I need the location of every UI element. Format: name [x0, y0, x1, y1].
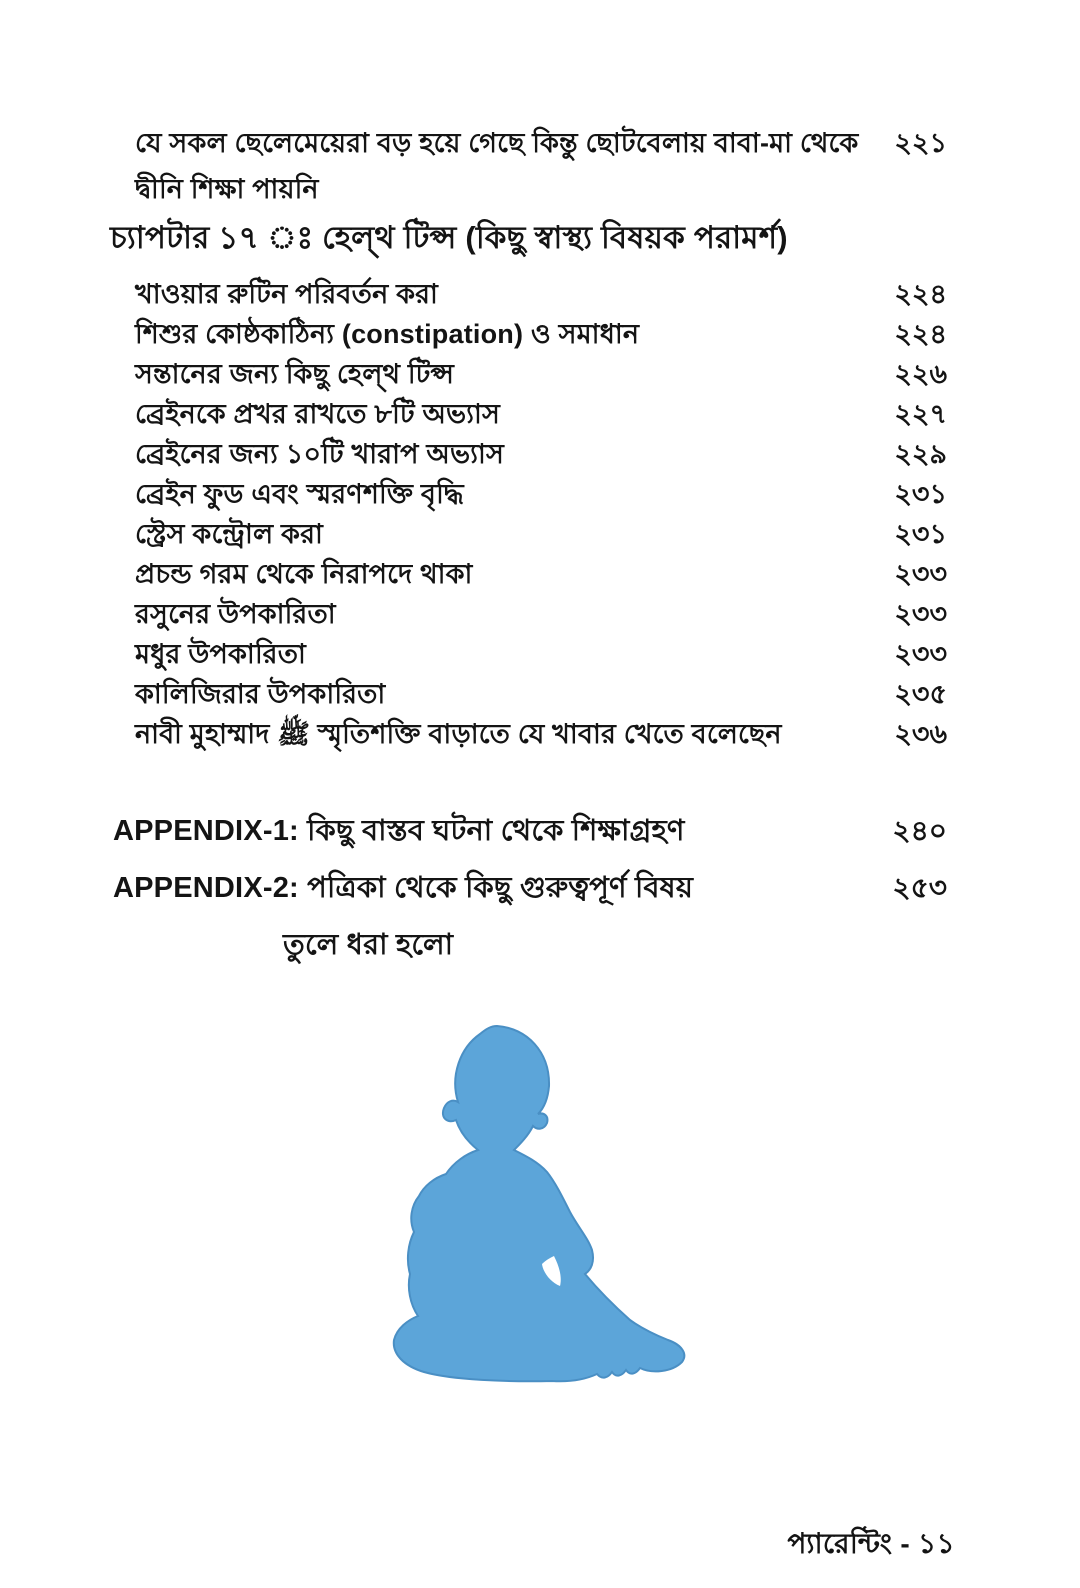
toc-carryover-row — [135, 122, 947, 168]
chapter-heading: চ্যাপটার ১৭ ঃ হেল্থ টিপ্স (কিছু স্বাস্থ্য বিষয়ক পরামর্শ) — [110, 220, 788, 255]
toc-entry-title: শিশুর কোষ্ঠকাঠিন্য (constipation) ও সমাধান — [135, 319, 640, 349]
appendix-entry — [113, 865, 947, 914]
appendix-title: APPENDIX-2: পত্রিকা থেকে কিছু গুরুত্বপূর্ণ বিষয় — [113, 872, 694, 904]
appendix-title: APPENDIX-1: কিছু বাস্তব ঘটনা থেকে শিক্ষাগ্রহণ — [113, 815, 685, 847]
page-footer: প্যারেন্টিং - ১১ — [787, 1528, 955, 1559]
toc-entry-title: স্ট্রেস কন্ট্রোল করা — [135, 519, 324, 549]
toc-carryover-text-line2: দ্বীনি শিক্ষা পায়নি — [135, 174, 319, 204]
toc-entry — [135, 594, 947, 634]
toc-entry — [135, 634, 947, 674]
toc-page-number: ২৫৩ — [892, 872, 947, 903]
table-of-contents — [110, 122, 947, 971]
toc-entry-title: মধুর উপকারিতা — [135, 639, 307, 669]
toc-entry — [135, 714, 947, 754]
toc-page-number: ২৩১ — [894, 519, 947, 549]
toc-page-number: ২৩১ — [894, 479, 947, 509]
toc-carryover-text: যে সকল ছেলেমেয়েরা বড় হয়ে গেছে কিন্তু ছোটবেলায় বাবা-মা থেকে — [135, 128, 859, 158]
toc-entry — [135, 674, 947, 714]
toc-entry-title: কালিজিরার উপকারিতা — [135, 679, 386, 709]
toc-page-number: ২২৪ — [894, 279, 947, 309]
toc-entry-title: ব্রেইনকে প্রখর রাখতে ৮টি অভ্যাস — [135, 399, 501, 429]
toc-entry — [135, 274, 947, 314]
toc-entry-title: প্রচন্ড গরম থেকে নিরাপদে থাকা — [135, 559, 473, 589]
toc-entry — [135, 474, 947, 514]
toc-page-number: ২২১ — [894, 128, 947, 158]
toc-page-number: ২২৬ — [894, 359, 947, 389]
appendix-section — [113, 808, 947, 971]
appendix-entry — [113, 808, 947, 857]
toc-page-number: ২৩৫ — [894, 679, 947, 709]
toc-entry — [135, 394, 947, 434]
toc-entry-title: ব্রেইনের জন্য ১০টি খারাপ অভ্যাস — [135, 439, 505, 469]
appendix-title-continuation: তুলে ধরা হলো — [283, 929, 454, 961]
toc-entry-title: নাবী মুহাম্মাদ ﷺ স্মৃতিশক্তি বাড়াতে যে খাবার খেতে বলেছেন — [135, 719, 782, 749]
toc-entry-title: রসুনের উপকারিতা — [135, 599, 336, 629]
toc-entry — [135, 554, 947, 594]
toc-entry — [135, 314, 947, 354]
toc-page-number: ২৪০ — [892, 815, 947, 846]
toc-page-number: ২২৪ — [894, 319, 947, 349]
toc-entry — [135, 514, 947, 554]
toc-entry-title: খাওয়ার রুটিন পরিবর্তন করা — [135, 279, 439, 309]
toc-entry — [135, 434, 947, 474]
toc-entry — [135, 354, 947, 394]
toc-page-number: ২২৭ — [894, 399, 947, 429]
toc-entry-title: ব্রেইন ফুড এবং স্মরণশক্তি বৃদ্ধি — [135, 479, 464, 509]
toc-page-number: ২৩৩ — [894, 639, 947, 669]
toc-page-number: ২৩৩ — [894, 599, 947, 629]
toc-page-number: ২২৯ — [894, 439, 947, 469]
toc-page-number: ২৩৩ — [894, 559, 947, 589]
toc-entry-title: সন্তানের জন্য কিছু হেল্থ টিপ্স — [135, 359, 455, 389]
sitting-baby-silhouette-icon — [392, 1024, 702, 1384]
toc-page-number: ২৩৬ — [894, 719, 947, 749]
